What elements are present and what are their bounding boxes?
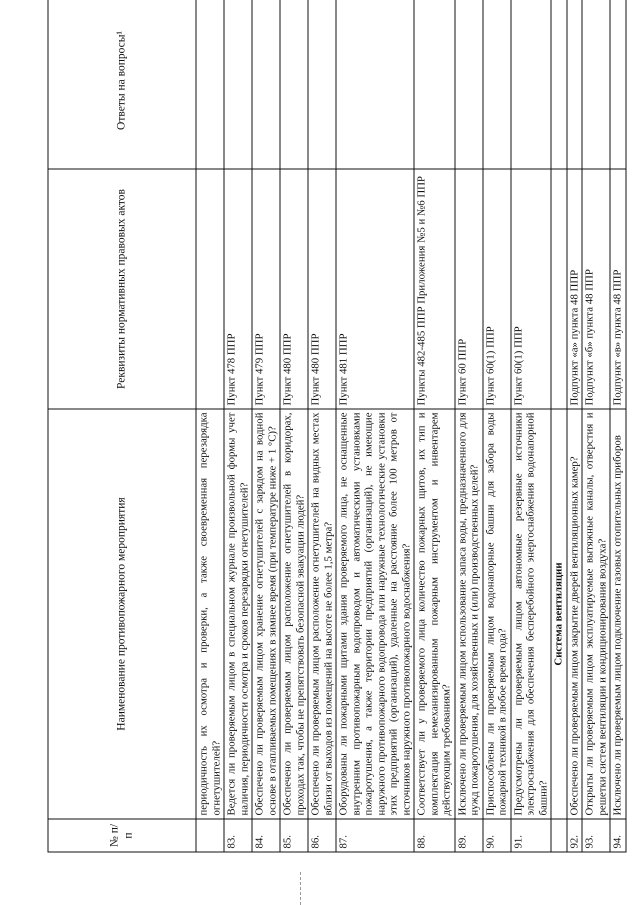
- row-question: Приспособлены ли проверяемым лицом водонапорные башни для забора воды пожарной техникой в любое время года?: [483, 409, 511, 819]
- rows-group-2: [567, 0, 626, 852]
- row-question: Обеспечено ли проверяемым лицом расположение огнетушителей в коридорах, проходах так, чтобы не препятствовать безопасной эвакуации людей?: [280, 409, 308, 819]
- row-question: Исключено ли проверяемым лицом использование запаса воды, предназначенного для нужд пожаротушения, для хозяйственных и (или) производственных целей?: [455, 409, 483, 819]
- table-row: [252, 0, 280, 852]
- row-number: 85.: [280, 819, 308, 852]
- row-answer: [483, 0, 511, 169]
- table-row: [224, 0, 252, 852]
- row-number: 87.: [336, 819, 414, 852]
- row-number: 83.: [224, 819, 252, 852]
- row-answer: [567, 0, 583, 169]
- row-question: Обеспечено ли проверяемым лицом хранение огнетушителей с зарядом на водной основе в отапливаемых помещениях в зимнее время (при температуре ниже + 1 °С)?: [252, 409, 280, 819]
- row-reference: Пункт 478 ППР: [224, 169, 252, 409]
- row-number: 89.: [455, 819, 483, 852]
- row-number: 88.: [414, 819, 455, 852]
- row-number: 92.: [567, 819, 583, 852]
- table-row: [511, 0, 552, 852]
- table-row: [483, 0, 511, 852]
- row-answer: [511, 0, 552, 169]
- row-question: Открыты ли проверяемым лицом эксплуатируемые вытяжные каналы, отверстия и решетки систем вентиляции и кондиционирования воздуха?: [582, 409, 610, 819]
- row-reference: Пункт 480 ППР: [308, 169, 336, 409]
- table-row: [414, 0, 455, 852]
- row-reference: Пункт 60(1) ППР: [483, 169, 511, 409]
- table-row: [308, 0, 336, 852]
- row-reference: Подпункт «б» пункта 48 ППР: [582, 169, 610, 409]
- row-reference: Пункт 60(1) ППР: [511, 169, 552, 409]
- row-number: 86.: [308, 819, 336, 852]
- row-question: Ведется ли проверяемым лицом в специальном журнале произвольной формы учет наличия, периодичности осмотра и сроков перезарядки огнетушителей?: [224, 409, 252, 819]
- header-num: № п/п: [48, 819, 196, 852]
- row-reference: Пункт 481 ППР: [336, 169, 414, 409]
- table-row: [455, 0, 483, 852]
- table-row: [196, 0, 224, 852]
- header-name: Наименование противопожарного мероприятия: [48, 409, 196, 819]
- rotated-page: [48, 0, 624, 853]
- checklist-table: [48, 0, 627, 853]
- section-row: [551, 0, 567, 852]
- row-answer: [308, 0, 336, 169]
- row-question: Соответствует ли у проверяемого лица количество пожарных щитов, их тип и комплектация немеханизированным пожарным инструментом и инвентарем действующим требованиям?: [414, 409, 455, 819]
- row-question: Обеспечено ли проверяемым лицом расположение огнетушителей на видных местах вблизи от выходов из помещений на высоте не более 1,5 метра?: [308, 409, 336, 819]
- header-refs: Реквизиты нормативных правовых актов: [48, 169, 196, 409]
- section-spacer: [551, 819, 567, 852]
- row-reference: Пункт 479 ППР: [252, 169, 280, 409]
- row-answer: [224, 0, 252, 169]
- row-reference: Подпункт «в» пункта 48 ППР: [610, 169, 626, 409]
- row-question: Обеспечено ли проверяемым лицом закрытие дверей вентиляционных камер?: [567, 409, 583, 819]
- row-question: Предусмотрены ли проверяемым лицом автономные резервные источники электроснабжения для обеспечения бесперебойного энергоснабжения водонапорной башни?: [511, 409, 552, 819]
- row-answer: [414, 0, 455, 169]
- row-answer: [336, 0, 414, 169]
- row-answer: [455, 0, 483, 169]
- page-number: [0, 0, 1, 853]
- binding-edge-line: [300, 872, 301, 905]
- table-row: [567, 0, 583, 852]
- table-row: [280, 0, 308, 852]
- header-answers: Ответы на вопросы¹: [48, 0, 196, 169]
- row-number: 84.: [252, 819, 280, 852]
- row-answer: [252, 0, 280, 169]
- row-number: 90.: [483, 819, 511, 852]
- section-answer-empty: [551, 0, 567, 169]
- row-reference: [196, 169, 224, 409]
- row-reference: Подпункт «а» пункта 48 ППР: [567, 169, 583, 409]
- row-number: 91.: [511, 819, 552, 852]
- row-reference: Пункты 482-485 ППР Приложения №5 и №6 ППР: [414, 169, 455, 409]
- rows-group-1: [196, 0, 551, 852]
- row-reference: Пункт 480 ППР: [280, 169, 308, 409]
- row-question: Исключено ли проверяемым лицом подключение газовых отопительных приборов: [610, 409, 626, 819]
- section-ref-empty: [551, 169, 567, 409]
- row-answer: [582, 0, 610, 169]
- row-number: [196, 819, 224, 852]
- table-row: [610, 0, 626, 852]
- row-reference: Пункт 60 ППР: [455, 169, 483, 409]
- table-row: [336, 0, 414, 852]
- row-answer: [610, 0, 626, 169]
- table-header-row: [48, 0, 196, 852]
- row-question: Оборудованы ли пожарными щитами здания проверяемого лица, не оснащенные внутренним противопожарным водопроводом и автоматическими установками пожаротушения, а также территории предприятий (организаций), не имеющие наружного противопожарного водопровода или наружные технологические установки этих предприятий (организаций), удаленные на расстояние более 100 метров от источников наружного противопожарного водоснабжения?: [336, 409, 414, 819]
- table-row: [582, 0, 610, 852]
- row-number: 93.: [582, 819, 610, 852]
- row-answer: [196, 0, 224, 169]
- section-title: Система вентиляции: [551, 409, 567, 819]
- row-answer: [280, 0, 308, 169]
- row-question: периодичность их осмотра и проверки, а также своевременная перезарядка огнетушителей?: [196, 409, 224, 819]
- row-number: 94.: [610, 819, 626, 852]
